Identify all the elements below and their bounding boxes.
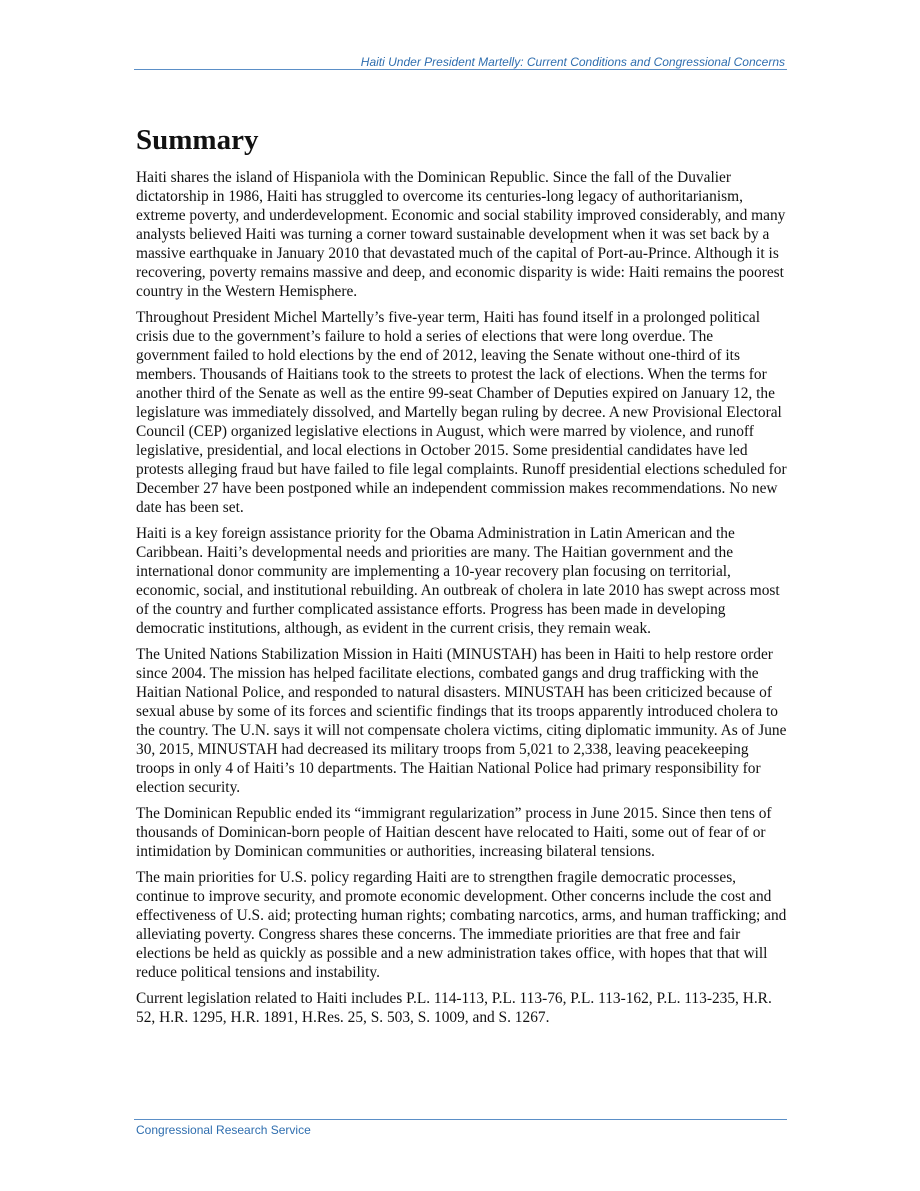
paragraph-3: Haiti is a key foreign assistance priority for the Obama Administration in Latin American and the Caribbean. Haiti’s developmental needs and priorities are many. The Haitian government and the international donor community are implementing a 10-year recovery plan focusing on territorial, economic, social, and institutional rebuilding. An outbreak of cholera in late 2010 has swept across most of the country and further complicated assistance efforts. Progress has been made in developing democratic institutions, although, as evident in the current crisis, they remain weak. (136, 525, 780, 637)
page-header (134, 53, 787, 70)
paragraph-1: Haiti shares the island of Hispaniola with the Dominican Republic. Since the fall of the Duvalier dictatorship in 1986, Haiti has struggled to overcome its centuries-long legacy of authoritarianism, extreme poverty, and underdevelopment. Economic and social stability improved considerably, and many analysts believed Haiti was turning a corner toward sustainable development when it was set back by a massive earthquake in January 2010 that devastated much of the capital of Port-au-Prince. Although it is recovering, poverty remains massive and deep, and economic disparity is wide: Haiti remains the poorest country in the Western Hemisphere. (136, 169, 786, 300)
paragraph-7: Current legislation related to Haiti includes P.L. 114-113, P.L. 113-76, P.L. 113-162, P.L. 113-235, H.R. 52, H.R. 1295, H.R. 1891, H.Res. 25, S. 503, S. 1009, and S. 1267. (136, 990, 772, 1026)
document-body (136, 122, 787, 1034)
paragraph-6: The main priorities for U.S. policy regarding Haiti are to strengthen fragile democratic processes, continue to improve security, and promote economic development. Other concerns include the cost and effectiveness of U.S. aid; protecting human rights; combating narcotics, arms, and human trafficking; and alleviating poverty. Congress shares these concerns. The immediate priorities are that free and fair elections be held as quickly as possible and a new administration takes office, with hopes that that will reduce political tensions and instability. (136, 869, 787, 981)
page-footer (134, 1119, 787, 1137)
paragraph-2: Throughout President Michel Martelly’s five-year term, Haiti has found itself in a prolonged political crisis due to the government’s failure to hold a series of elections that were long overdue. The government failed to hold elections by the end of 2012, leaving the Senate without one-third of its members. Thousands of Haitians took to the streets to protest the lack of elections. When the terms for another third of the Senate as well as the entire 99-seat Chamber of Deputies expired on January 12, the legislature was immediately dissolved, and Martelly began ruling by decree. A new Provisional Electoral Council (CEP) organized legislative elections in August, which were marred by violence, and runoff legislative, presidential, and local elections in October 2015. Some presidential candidates have led protests alleging fraud but have failed to file legal complaints. Runoff presidential elections scheduled for December 27 have been postponed while an independent commission makes recommendations. No new date has been set. (136, 309, 787, 516)
footer-label: Congressional Research Service (136, 1123, 311, 1137)
paragraph-4: The United Nations Stabilization Mission in Haiti (MINUSTAH) has been in Haiti to help restore order since 2004. The mission has helped facilitate elections, combated gangs and drug trafficking with the Haitian National Police, and responded to natural disasters. MINUSTAH has been criticized because of sexual abuse by some of its forces and scientific findings that its troops apparently introduced cholera to the country. The U.N. says it will not compensate cholera victims, citing diplomatic immunity. As of June 30, 2015, MINUSTAH had decreased its military troops from 5,021 to 2,338, leaving peacekeeping troops in only 4 of Haiti’s 10 departments. The Haitian National Police had primary responsibility for election security. (136, 646, 787, 796)
paragraph-5: The Dominican Republic ended its “immigrant regularization” process in June 2015. Since then tens of thousands of Dominican-born people of Haitian descent have relocated to Haiti, some out of fear of or intimidation by Dominican communities or authorities, increasing bilateral tensions. (136, 805, 772, 860)
running-header-title: Haiti Under President Martelly: Current Conditions and Congressional Concerns (360, 55, 785, 69)
section-heading: Summary (136, 124, 259, 156)
